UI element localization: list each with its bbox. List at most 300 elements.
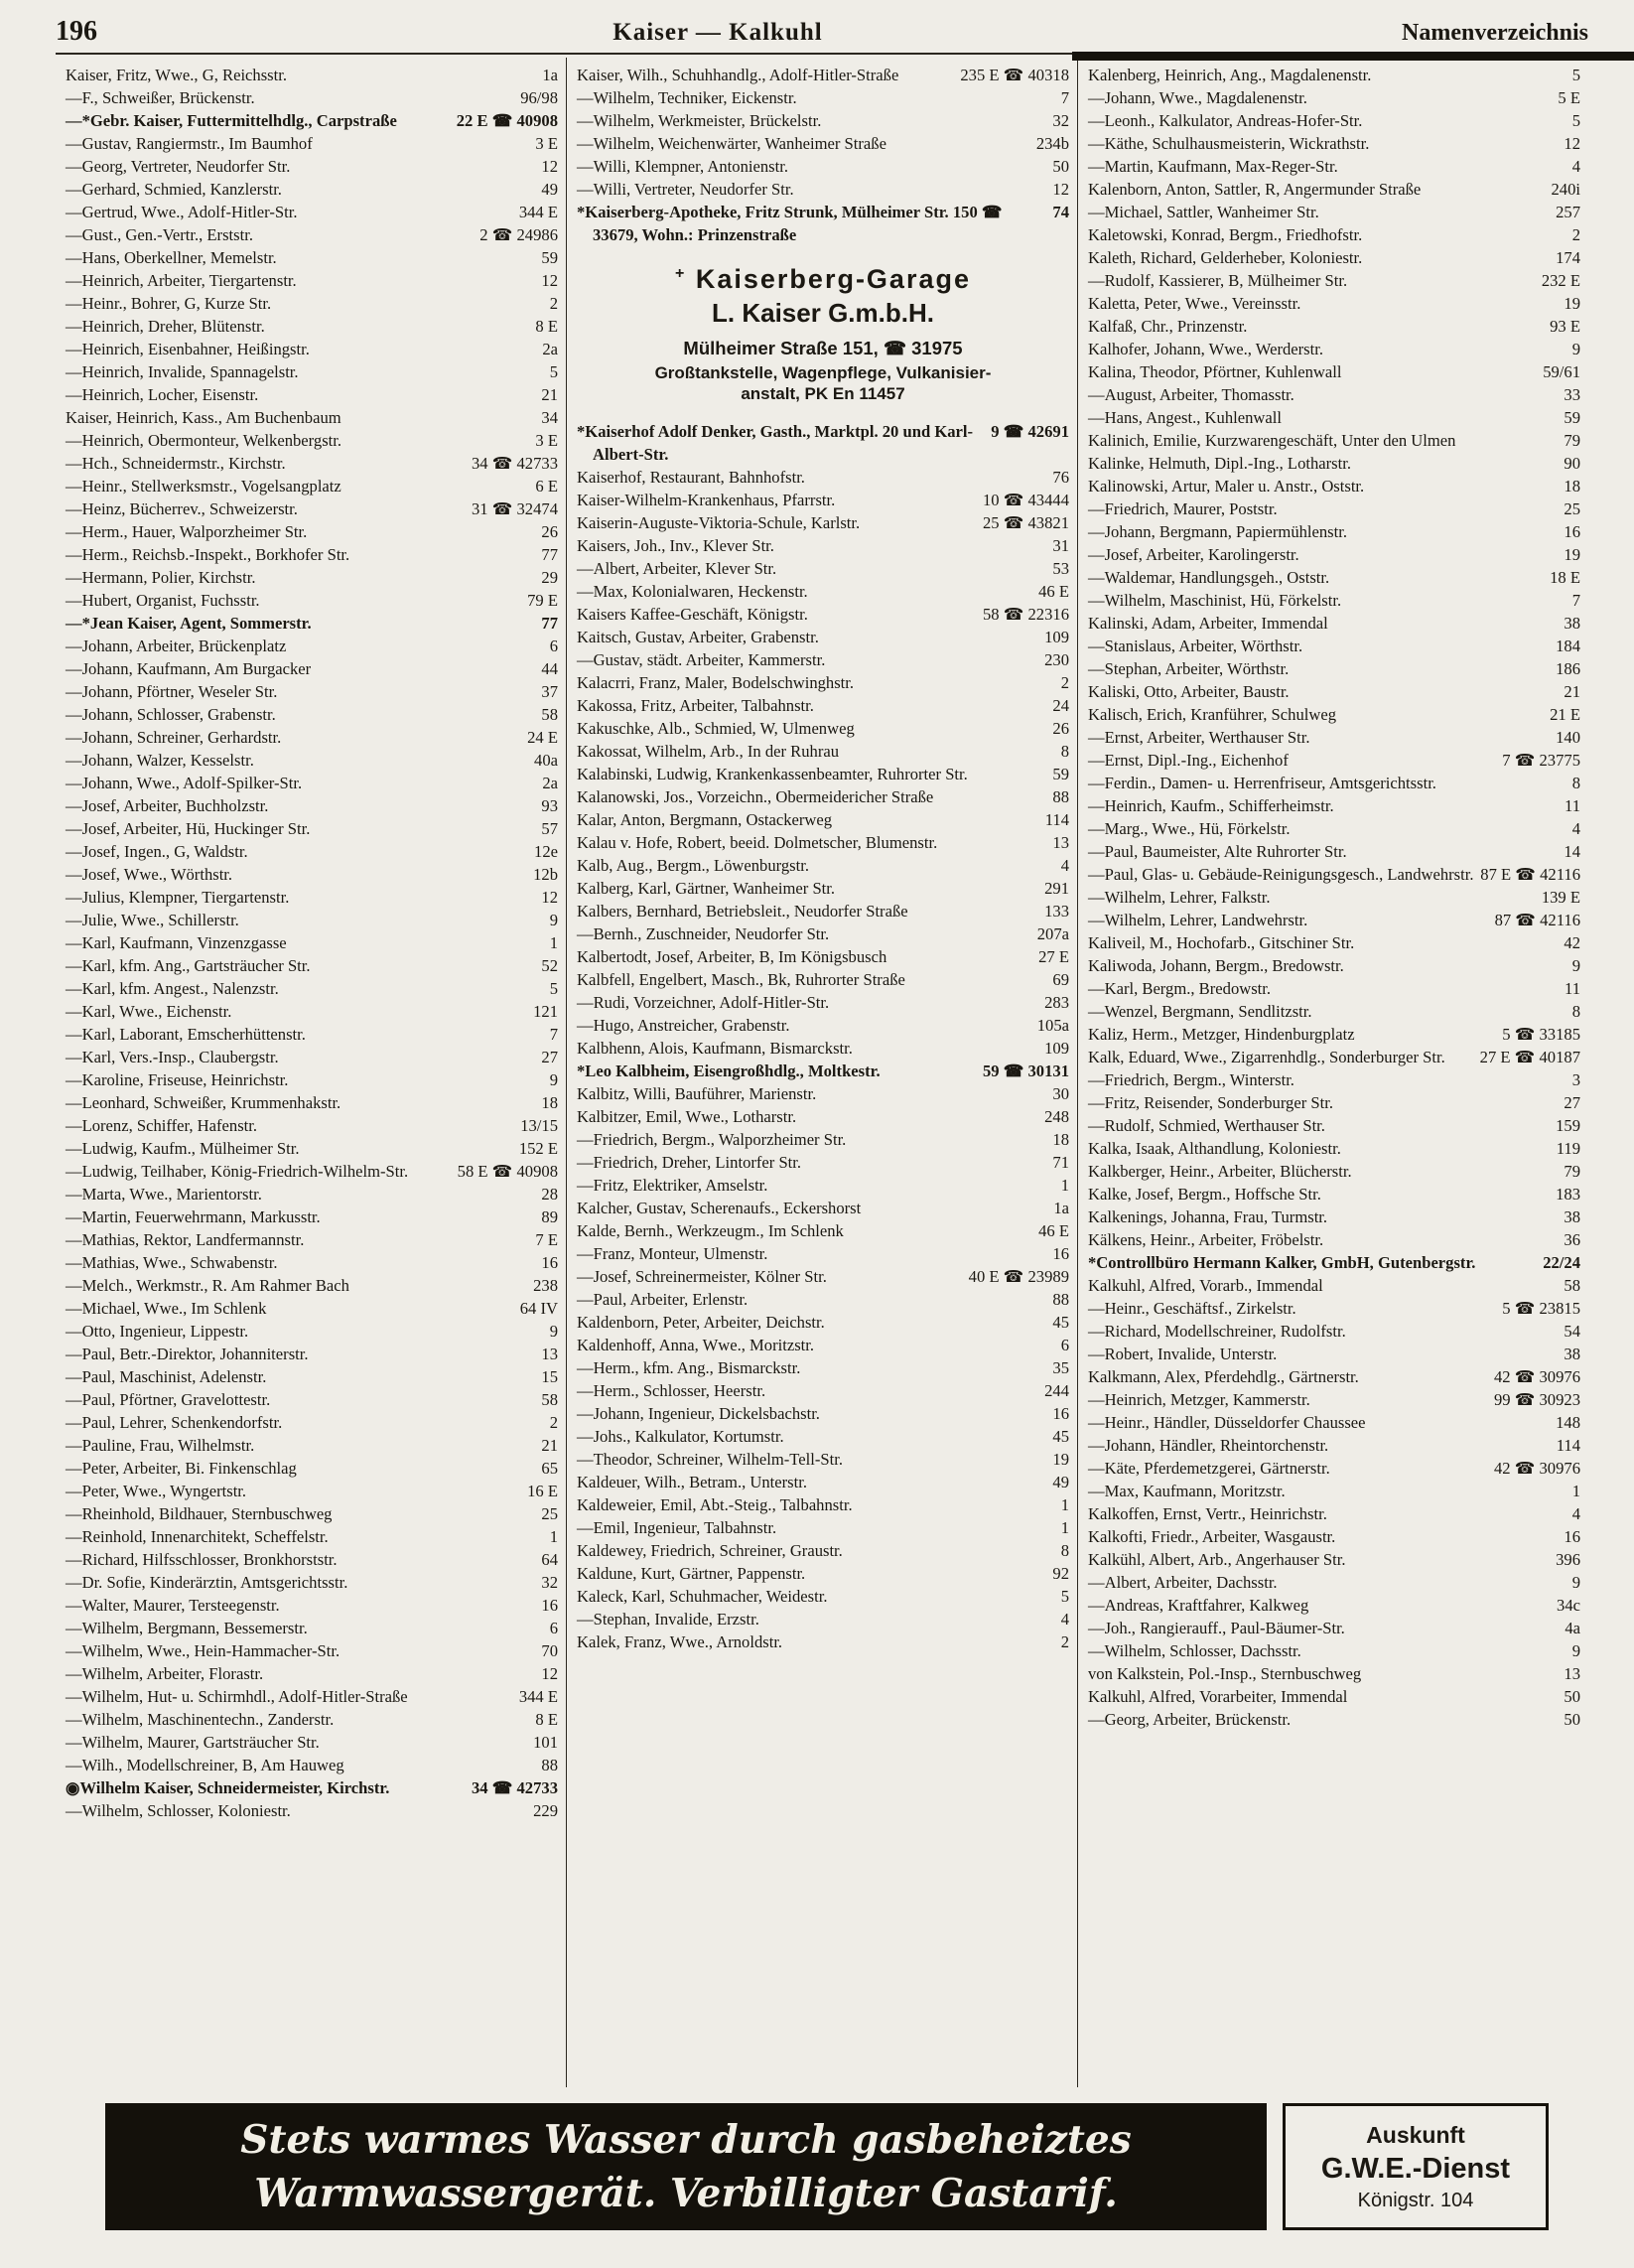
directory-entry: 79 Kalkberger, Heinr., Arbeiter, Blücherstr. (1088, 1162, 1580, 1181)
directory-entry: 5 Kalenberg, Heinrich, Ang., Magdalenenstr. (1088, 66, 1580, 84)
entry-number: 1 (549, 1527, 558, 1546)
entry-number: 88 (1052, 1290, 1069, 1309)
entry-number: 7 (1571, 591, 1580, 610)
entry-number: 34c (1557, 1596, 1580, 1615)
entry-number: 70 (541, 1641, 558, 1660)
directory-entry: 5 —Karl, kfm. Angest., Nalenzstr. (66, 979, 558, 998)
entry-number: 50 (1564, 1710, 1580, 1729)
directory-entry: 54 —Richard, Modellschreiner, Rudolfstr. (1088, 1322, 1580, 1341)
directory-entry: 114 —Johann, Händler, Rheintorchenstr. (1088, 1436, 1580, 1455)
column-2-lower (577, 420, 1069, 1653)
entry-number: 36 (1564, 1230, 1580, 1249)
directory-entry: 34 ☎ 42733 —Hch., Schneidermstr., Kirchstr. (66, 454, 558, 473)
directory-entry: 18 Kalinowski, Artur, Maler u. Anstr., Oststr. (1088, 477, 1580, 496)
entry-number: 6 (549, 1619, 558, 1637)
directory-entry: 24 E —Johann, Schreiner, Gerhardstr. (66, 728, 558, 747)
directory-entry: 344 E —Gertrud, Wwe., Adolf-Hitler-Str. (66, 203, 558, 221)
directory-entry: 89 —Martin, Feuerwehrmann, Markusstr. (66, 1207, 558, 1226)
entry-number: 9 (1571, 956, 1580, 975)
entry-number: 152 E (518, 1139, 558, 1158)
entry-number: 18 (1052, 1130, 1069, 1149)
directory-entry: 16 —Franz, Monteur, Ulmenstr. (577, 1244, 1069, 1263)
entry-number: 9 (549, 911, 558, 929)
entry-number: 291 (1044, 879, 1069, 898)
entry-number: 8 (1060, 1541, 1069, 1560)
directory-entry: 10 ☎ 43444 Kaiser-Wilhelm-Krankenhaus, Pfarrstr. (577, 491, 1069, 509)
page-number: 196 (56, 16, 97, 47)
directory-entry: 8 E —Wilhelm, Maschinentechn., Zanderstr. (66, 1710, 558, 1729)
directory-entry: 13/15 —Lorenz, Schiffer, Hafenstr. (66, 1116, 558, 1135)
directory-entry: 257 —Michael, Sattler, Wanheimer Str. (1088, 203, 1580, 221)
directory-entry: 29 —Hermann, Polier, Kirchstr. (66, 568, 558, 587)
directory-entry: 96/98 —F., Schweißer, Brückenstr. (66, 88, 558, 107)
entry-number: 1a (542, 66, 558, 84)
directory-entry: 12 —Käthe, Schulhausmeisterin, Wickrathstr. (1088, 134, 1580, 153)
directory-entry: 6 —Johann, Arbeiter, Brückenplatz (66, 637, 558, 655)
directory-entry: 1a Kaiser, Fritz, Wwe., G, Reichsstr. (66, 66, 558, 84)
entry-number: 25 (541, 1504, 558, 1523)
directory-entry: 9 Kaliwoda, Johann, Bergm., Bredowstr. (1088, 956, 1580, 975)
directory-entry: 31 ☎ 32474 —Heinz, Bücherrev., Schweizerstr. (66, 499, 558, 518)
entry-number: 25 (1564, 499, 1580, 518)
directory-entry: 46 E Kalde, Bernh., Werkzeugm., Im Schlenk (577, 1221, 1069, 1240)
ad-company-name: L. Kaiser G.m.b.H. (712, 298, 934, 328)
entry-number: 52 (541, 956, 558, 975)
entry-number: 88 (541, 1756, 558, 1774)
directory-entry: 2 Kalek, Franz, Wwe., Arnoldstr. (577, 1632, 1069, 1651)
entry-number: 7 (1060, 88, 1069, 107)
entry-number: 27 E (1038, 947, 1069, 966)
entry-number: 25 ☎ 43821 (982, 513, 1069, 532)
directory-entry: 114 Kalar, Anton, Bergmann, Ostackerweg (577, 810, 1069, 829)
directory-entry: 3 —Friedrich, Bergm., Winterstr. (1088, 1070, 1580, 1089)
entry-number: 8 (1571, 774, 1580, 792)
directory-entry: 79 Kalinich, Emilie, Kurzwarengeschäft, Unter den Ulmen (1088, 431, 1580, 450)
directory-entry: 235 E ☎ 40318 Kaiser, Wilh., Schuhhandlg., Adolf-Hitler-Straße (577, 66, 1069, 84)
directory-entry: 101 —Wilhelm, Maurer, Gartsträucher Str. (66, 1733, 558, 1752)
directory-entry: 207a —Bernh., Zuschneider, Neudorfer Str. (577, 924, 1069, 943)
directory-entry: 2 ☎ 24986 —Gust., Gen.-Vertr., Erststr. (66, 225, 558, 244)
entry-number: 13/15 (520, 1116, 558, 1135)
entry-number: 2 (1060, 1632, 1069, 1651)
page-title: Kaiser — Kalkuhl (613, 19, 823, 46)
info-box-line-3: Königstr. 104 (1357, 2189, 1474, 2211)
directory-entry: 230 —Gustav, städt. Arbeiter, Kammerstr. (577, 650, 1069, 669)
directory-entry: 16 Kalkofti, Friedr., Arbeiter, Wasgaustr. (1088, 1527, 1580, 1546)
directory-entry: 4 —Marg., Wwe., Hü, Förkelstr. (1088, 819, 1580, 838)
directory-entry: 45 Kaldenborn, Peter, Arbeiter, Deichstr. (577, 1313, 1069, 1332)
entry-number: 9 (549, 1070, 558, 1089)
entry-number: 22/24 (1543, 1253, 1580, 1272)
directory-entry: 88 Kalanowski, Jos., Vorzeichn., Obermeidericher Straße (577, 787, 1069, 806)
directory-entry: 69 Kalbfell, Engelbert, Masch., Bk, Ruhrorter Straße (577, 970, 1069, 989)
directory-entry: 59 Kalabinski, Ludwig, Krankenkassenbeamter, Ruhrorter Str. (577, 765, 1069, 783)
directory-entry: 1 —Emil, Ingenieur, Talbahnstr. (577, 1518, 1069, 1537)
directory-entry: 11 —Heinrich, Kaufm., Schifferheimstr. (1088, 796, 1580, 815)
entry-number: 58 (541, 705, 558, 724)
directory-entry: 184 —Stanislaus, Arbeiter, Wörthstr. (1088, 637, 1580, 655)
directory-entry: 7 E —Mathias, Rektor, Landfermannstr. (66, 1230, 558, 1249)
entry-number: 12 (541, 271, 558, 290)
entry-number: 139 E (1541, 888, 1580, 907)
directory-entry: 58 E ☎ 40908 —Ludwig, Teilhaber, König-Friedrich-Wilhelm-Str. (66, 1162, 558, 1181)
entry-number: 21 (541, 385, 558, 404)
entry-number: 19 (1052, 1450, 1069, 1469)
entry-number: 53 (1052, 559, 1069, 578)
directory-entry: 6 E —Heinr., Stellwerksmstr., Vogelsangplatz (66, 477, 558, 496)
directory-entry: 109 Kalbhenn, Alois, Kaufmann, Bismarckstr. (577, 1039, 1069, 1058)
directory-entry: 9 —Julie, Wwe., Schillerstr. (66, 911, 558, 929)
entry-number: 96/98 (520, 88, 558, 107)
entry-number: 238 (533, 1276, 558, 1295)
directory-entry: 38 Kalinski, Adam, Arbeiter, Immendal (1088, 614, 1580, 633)
directory-entry: 50 —Georg, Arbeiter, Brückenstr. (1088, 1710, 1580, 1729)
entry-number: 65 (541, 1459, 558, 1478)
directory-entry: 27 —Karl, Vers.-Insp., Claubergstr. (66, 1048, 558, 1066)
entry-number: 5 (549, 979, 558, 998)
directory-entry: 18 —Leonhard, Schweißer, Krummenhakstr. (66, 1093, 558, 1112)
entry-number: 9 (1571, 1641, 1580, 1660)
entry-number: 15 (541, 1367, 558, 1386)
entry-number: 12 (1052, 180, 1069, 199)
entry-number: 5 (1060, 1587, 1069, 1606)
entry-number: 42 ☎ 30976 (1493, 1367, 1580, 1386)
directory-entry: 58 —Paul, Pförtner, Gravelottestr. (66, 1390, 558, 1409)
directory-entry: 27 —Fritz, Reisender, Sonderburger Str. (1088, 1093, 1580, 1112)
directory-entry: 14 —Paul, Baumeister, Alte Ruhrorter Str. (1088, 842, 1580, 861)
directory-entry: 26 Kakuschke, Alb., Schmied, W, Ulmenweg (577, 719, 1069, 738)
entry-number: 40 E ☎ 23989 (968, 1267, 1069, 1286)
garage-advertisement (577, 264, 1069, 404)
entry-number: 58 (1564, 1276, 1580, 1295)
entry-number: 18 E (1550, 568, 1580, 587)
directory-entry: 7 —Wilhelm, Techniker, Eickenstr. (577, 88, 1069, 107)
entry-number: 19 (1564, 545, 1580, 564)
directory-entry: 9 —Albert, Arbeiter, Dachsstr. (1088, 1573, 1580, 1592)
directory-entry: 21 E Kalisch, Erich, Kranführer, Schulweg (1088, 705, 1580, 724)
entry-number: 12 (541, 157, 558, 176)
entry-number: 6 E (535, 477, 558, 496)
directory-entry: 16 —Johann, Ingenieur, Dickelsbachstr. (577, 1404, 1069, 1423)
entry-number: 42 (1564, 933, 1580, 952)
bottom-advert-strip (105, 2103, 1549, 2230)
directory-entry: 13 —Paul, Betr.-Direktor, Johanniterstr. (66, 1345, 558, 1363)
directory-entry: 52 —Karl, kfm. Ang., Gartsträucher Str. (66, 956, 558, 975)
directory-entry: 42 ☎ 30976 Kalkmann, Alex, Pferdehdlg., Gärtnerstr. (1088, 1367, 1580, 1386)
header-rule-bar (1072, 52, 1634, 61)
entry-number: 159 (1556, 1116, 1580, 1135)
directory-entry: 25 —Friedrich, Maurer, Poststr. (1088, 499, 1580, 518)
directory-entry: 1a Kalcher, Gustav, Scherenaufs., Eckershorst (577, 1199, 1069, 1217)
entry-number: 105a (1036, 1016, 1069, 1035)
entry-number: 7 ☎ 23775 (1502, 751, 1580, 770)
directory-entry: 64 —Richard, Hilfsschlosser, Bronkhorststr. (66, 1550, 558, 1569)
directory-entry: 30 Kalbitz, Willi, Bauführer, Marienstr. (577, 1084, 1069, 1103)
entry-number: 230 (1044, 650, 1069, 669)
entry-number: 9 (1571, 340, 1580, 358)
entry-number: 30 (1052, 1084, 1069, 1103)
directory-entry: 133 Kalbers, Bernhard, Betriebsleit., Neudorfer Straße (577, 902, 1069, 921)
directory-entry: 12 —Willi, Vertreter, Neudorfer Str. (577, 180, 1069, 199)
entry-number: 64 IV (519, 1299, 558, 1318)
entry-number: 3 E (535, 134, 558, 153)
directory-entry: 8 E —Heinrich, Dreher, Blütenstr. (66, 317, 558, 336)
directory-entry: 32 —Wilhelm, Werkmeister, Brückelstr. (577, 111, 1069, 130)
directory-entry: 139 E —Wilhelm, Lehrer, Falkstr. (1088, 888, 1580, 907)
entry-number: 240i (1551, 180, 1580, 199)
entry-number: 5 ☎ 33185 (1502, 1025, 1580, 1044)
directory-entry: 18 E —Waldemar, Handlungsgeh., Oststr. (1088, 568, 1580, 587)
directory-entry: 7 —Wilhelm, Maschinist, Hü, Förkelstr. (1088, 591, 1580, 610)
directory-entry: 27 E Kalbertodt, Josef, Arbeiter, B, Im Königsbusch (577, 947, 1069, 966)
entry-number: 37 (541, 682, 558, 701)
directory-entry: 77 —Herm., Reichsb.-Inspekt., Borkhofer Str. (66, 545, 558, 564)
directory-entry: 183 Kalke, Josef, Bergm., Hoffsche Str. (1088, 1185, 1580, 1204)
entry-number: 4 (1571, 819, 1580, 838)
directory-entry: 45 —Johs., Kalkulator, Kortumstr. (577, 1427, 1069, 1446)
directory-entry: 6 Kaldenhoff, Anna, Wwe., Moritzstr. (577, 1336, 1069, 1354)
directory-entry: 34 ☎ 42733 ◉Wilhelm Kaiser, Schneidermeister, Kirchstr. (66, 1778, 558, 1797)
entry-number: 14 (1564, 842, 1580, 861)
entry-number: 26 (1052, 719, 1069, 738)
directory-entry: 34 Kaiser, Heinrich, Kass., Am Buchenbaum (66, 408, 558, 427)
entry-number: 31 (1052, 536, 1069, 555)
directory-entry: 2 Kaletowski, Konrad, Bergm., Friedhofstr. (1088, 225, 1580, 244)
entry-number: 114 (1044, 810, 1069, 829)
directory-entry: 59 ☎ 30131 *Leo Kalbheim, Eisengroßhdlg., Moltkestr. (577, 1062, 1069, 1080)
directory-entry: 33 —August, Arbeiter, Thomasstr. (1088, 385, 1580, 404)
entry-number: 207a (1036, 924, 1069, 943)
entry-number: 46 E (1038, 582, 1069, 601)
entry-number: 46 E (1038, 1221, 1069, 1240)
directory-entry: 5 E —Johann, Wwe., Magdalenenstr. (1088, 88, 1580, 107)
directory-entry: 3 E —Heinrich, Obermonteur, Welkenbergstr. (66, 431, 558, 450)
entry-number: 35 (1052, 1358, 1069, 1377)
ad-address: Mülheimer Straße 151, ☎ 31975 (683, 338, 963, 358)
entry-number: 133 (1044, 902, 1069, 921)
entry-number: 11 (1565, 796, 1580, 815)
directory-entry: 88 —Paul, Arbeiter, Erlenstr. (577, 1290, 1069, 1309)
directory-entry: 58 Kalkuhl, Alfred, Vorarb., Immendal (1088, 1276, 1580, 1295)
directory-entry: 42 Kaliveil, M., Hochofarb., Gitschiner Str. (1088, 933, 1580, 952)
entry-number: 2 ☎ 24986 (479, 225, 558, 244)
directory-entry: 5 Kaleck, Karl, Schuhmacher, Weidestr. (577, 1587, 1069, 1606)
directory-entry: 7 —Karl, Laborant, Emscherhüttenstr. (66, 1025, 558, 1044)
entry-number: 10 ☎ 43444 (982, 491, 1069, 509)
entry-number: 50 (1564, 1687, 1580, 1706)
entry-number: 3 (1571, 1070, 1580, 1089)
entry-number: 6 (549, 637, 558, 655)
ad-cross-mark: + (675, 265, 687, 282)
entry-number: 8 E (535, 1710, 558, 1729)
entry-number: 59/61 (1543, 362, 1580, 381)
directory-entry: 248 Kalbitzer, Emil, Wwe., Lotharstr. (577, 1107, 1069, 1126)
directory-entry: 2 Kalacrri, Franz, Maler, Bodelschwinghstr. (577, 673, 1069, 692)
entry-number: 114 (1556, 1436, 1580, 1455)
directory-entry: 148 —Heinr., Händler, Düsseldorfer Chaussee (1088, 1413, 1580, 1432)
entry-number: 4 (1571, 1504, 1580, 1523)
entry-number: 101 (533, 1733, 558, 1752)
entry-number: 13 (541, 1345, 558, 1363)
column-3 (1077, 58, 1588, 2087)
entry-number: 58 E ☎ 40908 (457, 1162, 558, 1181)
directory-entry: 5 ☎ 33185 Kaliz, Herm., Metzger, Hindenburgplatz (1088, 1025, 1580, 1044)
entry-number: 119 (1556, 1139, 1580, 1158)
entry-number: 9 (549, 1322, 558, 1341)
entry-number: 33 (1564, 385, 1580, 404)
entry-number: 69 (1052, 970, 1069, 989)
entry-number: 49 (541, 180, 558, 199)
directory-entry: 27 E ☎ 40187 Kalk, Eduard, Wwe., Zigarrenhdlg., Sonderburger Str. (1088, 1048, 1580, 1066)
entry-number: 2 (1571, 225, 1580, 244)
directory-entry: 57 —Josef, Arbeiter, Hü, Huckinger Str. (66, 819, 558, 838)
directory-entry: 9 Kalhofer, Johann, Wwe., Werderstr. (1088, 340, 1580, 358)
entry-number: 59 ☎ 30131 (982, 1062, 1069, 1080)
entry-number: 12e (534, 842, 558, 861)
ad-services-line2: anstalt, PK En 11457 (741, 384, 905, 403)
directory-entry: 59 —Hans, Oberkellner, Memelstr. (66, 248, 558, 267)
directory-entry: 53 —Albert, Arbeiter, Klever Str. (577, 559, 1069, 578)
entry-number: 229 (533, 1801, 558, 1820)
directory-entry: 3 E —Gustav, Rangiermstr., Im Baumhof (66, 134, 558, 153)
directory-entry: 234b —Wilhelm, Weichenwärter, Wanheimer Straße (577, 134, 1069, 153)
directory-entry: 93 —Josef, Arbeiter, Buchholzstr. (66, 796, 558, 815)
directory-entry: 186 —Stephan, Arbeiter, Wörthstr. (1088, 659, 1580, 678)
directory-entry: 19 Kaletta, Peter, Wwe., Vereinsstr. (1088, 294, 1580, 313)
directory-entry: 174 Kaleth, Richard, Gelderheber, Koloniestr. (1088, 248, 1580, 267)
directory-entry: 4a —Joh., Rangierauff., Paul-Bäumer-Str. (1088, 1619, 1580, 1637)
entry-number: 59 (1052, 765, 1069, 783)
directory-entry: 40 E ☎ 23989 —Josef, Schreinermeister, Kölner Str. (577, 1267, 1069, 1286)
entry-number: 5 (1571, 111, 1580, 130)
ad-title (577, 264, 1069, 295)
ad-title-text: Kaiserberg-Garage (695, 264, 971, 294)
directory-entry: 7 ☎ 23775 —Ernst, Dipl.-Ing., Eichenhof (1088, 751, 1580, 770)
entry-number: 38 (1564, 1207, 1580, 1226)
directory-entry: 28 —Marta, Wwe., Marientorstr. (66, 1185, 558, 1204)
directory-entry: 99 ☎ 30923 —Heinrich, Metzger, Kammerstr. (1088, 1390, 1580, 1409)
entry-number: 4 (1060, 856, 1069, 875)
entry-number: 76 (1052, 468, 1069, 487)
directory-entry: 74 *Kaiserberg-Apotheke, Fritz Strunk, Mülheimer Str. 150 ☎ 33679, Wohn.: Prinzenstraße (577, 203, 1069, 244)
entry-number: 29 (541, 568, 558, 587)
entry-number: 64 (541, 1550, 558, 1569)
entry-number: 109 (1044, 628, 1069, 646)
column-2 (566, 58, 1077, 2087)
entry-number: 2 (549, 294, 558, 313)
entry-number: 5 (549, 362, 558, 381)
directory-entry: 71 —Friedrich, Dreher, Lintorfer Str. (577, 1153, 1069, 1172)
entry-number: 2 (1060, 673, 1069, 692)
entry-number: 4 (1060, 1610, 1069, 1629)
entry-number: 79 (1564, 431, 1580, 450)
entry-number: 45 (1052, 1427, 1069, 1446)
directory-entry: 49 —Gerhard, Schmied, Kanzlerstr. (66, 180, 558, 199)
directory-entry: 238 —Melch., Werkmstr., R. Am Rahmer Bach (66, 1276, 558, 1295)
entry-number: 11 (1565, 979, 1580, 998)
directory-entry: 9 —Karoline, Friseuse, Heinrichstr. (66, 1070, 558, 1089)
entry-number: 148 (1556, 1413, 1580, 1432)
banner-line-2: Warmwassergerät. Verbilligter Gastarif. (254, 2171, 1118, 2216)
directory-entry: 76 Kaiserhof, Restaurant, Bahnhofstr. (577, 468, 1069, 487)
entry-number: 1 (1060, 1518, 1069, 1537)
directory-entry: 58 —Johann, Schlosser, Grabenstr. (66, 705, 558, 724)
directory-entry: 25 —Rheinhold, Bildhauer, Sternbuschweg (66, 1504, 558, 1523)
entry-number: 12 (541, 1664, 558, 1683)
entry-number: 77 (541, 614, 558, 633)
entry-number: 18 (1564, 477, 1580, 496)
entry-number: 49 (1052, 1473, 1069, 1491)
entry-number: 121 (533, 1002, 558, 1021)
directory-entry: 70 —Wilhelm, Wwe., Hein-Hammacher-Str. (66, 1641, 558, 1660)
entry-number: 396 (1556, 1550, 1580, 1569)
entry-number: 50 (1052, 157, 1069, 176)
entry-number: 13 (1052, 833, 1069, 852)
directory-entry: 16 —Johann, Bergmann, Papiermühlenstr. (1088, 522, 1580, 541)
entry-number: 44 (541, 659, 558, 678)
entry-number: 16 (541, 1596, 558, 1615)
entry-number: 1 (1571, 1482, 1580, 1500)
entry-number: 79 (1564, 1162, 1580, 1181)
gwe-info-box (1283, 2103, 1549, 2230)
column-1 (56, 58, 566, 2087)
directory-entry: 344 E —Wilhelm, Hut- u. Schirmhdl., Adolf-Hitler-Straße (66, 1687, 558, 1706)
directory-entry: 50 Kalkuhl, Alfred, Vorarbeiter, Immendal (1088, 1687, 1580, 1706)
directory-entry: 2a —Johann, Wwe., Adolf-Spilker-Str. (66, 774, 558, 792)
entry-number: 16 (1052, 1244, 1069, 1263)
entry-number: 344 E (518, 1687, 558, 1706)
directory-entry: 15 —Paul, Maschinist, Adelenstr. (66, 1367, 558, 1386)
entry-number: 40a (534, 751, 558, 770)
gas-water-banner-ad (105, 2103, 1267, 2230)
directory-entry: 229 —Wilhelm, Schlosser, Koloniestr. (66, 1801, 558, 1820)
directory-entry: 87 E ☎ 42116 —Paul, Glas- u. Gebäude-Reinigungsgesch., Landwehrstr. (1088, 865, 1580, 884)
entry-number: 42 ☎ 30976 (1493, 1459, 1580, 1478)
entry-number: 1 (549, 933, 558, 952)
directory-entry: 232 E —Rudolf, Kassierer, B, Mülheimer Str. (1088, 271, 1580, 290)
directory-entry: 59 —Hans, Angest., Kuhlenwall (1088, 408, 1580, 427)
entry-number: 7 E (535, 1230, 558, 1249)
directory-entry: 58 ☎ 22316 Kaisers Kaffee-Geschäft, Königstr. (577, 605, 1069, 624)
entry-number: 109 (1044, 1039, 1069, 1058)
directory-entry: 13 von Kalkstein, Pol.-Insp., Sternbuschweg (1088, 1664, 1580, 1683)
directory-entry: 65 —Peter, Arbeiter, Bi. Finkenschlag (66, 1459, 558, 1478)
directory-entry: 8 Kakossat, Wilhelm, Arb., In der Ruhrau (577, 742, 1069, 761)
directory-entry: 35 —Herm., kfm. Ang., Bismarckstr. (577, 1358, 1069, 1377)
entry-number: 58 ☎ 22316 (982, 605, 1069, 624)
directory-entry: 50 —Willi, Klempner, Antonienstr. (577, 157, 1069, 176)
entry-number: 9 ☎ 42691 (991, 422, 1069, 441)
info-box-line-1: Auskunft (1366, 2121, 1465, 2148)
section-label: Namenverzeichnis (1402, 20, 1588, 46)
entry-number: 5 E (1558, 88, 1580, 107)
entry-number: 12 (1564, 134, 1580, 153)
directory-entry: 121 —Karl, Wwe., Eichenstr. (66, 1002, 558, 1021)
directory-entry: 38 Kalkenings, Johanna, Frau, Turmstr. (1088, 1207, 1580, 1226)
directory-entry: 2 —Paul, Lehrer, Schenkendorfstr. (66, 1413, 558, 1432)
directory-entry: 9 ☎ 42691 *Kaiserhof Adolf Denker, Gasth., Marktpl. 20 und Karl-Albert-Str. (577, 422, 1069, 464)
directory-entry: 1 —Karl, Kaufmann, Vinzenzgasse (66, 933, 558, 952)
entry-number: 93 E (1550, 317, 1580, 336)
entry-number: 27 E ☎ 40187 (1479, 1048, 1580, 1066)
entry-number: 234b (1035, 134, 1069, 153)
directory-entry: 1 Kaldeweier, Emil, Abt.-Steig., Talbahnstr. (577, 1495, 1069, 1514)
entry-number: 87 ☎ 42116 (1494, 911, 1580, 929)
entry-number: 16 (1564, 1527, 1580, 1546)
entry-number: 21 (1564, 682, 1580, 701)
directory-entry: 396 Kalkühl, Albert, Arb., Angerhauser Str. (1088, 1550, 1580, 1569)
entry-number: 19 (1564, 294, 1580, 313)
